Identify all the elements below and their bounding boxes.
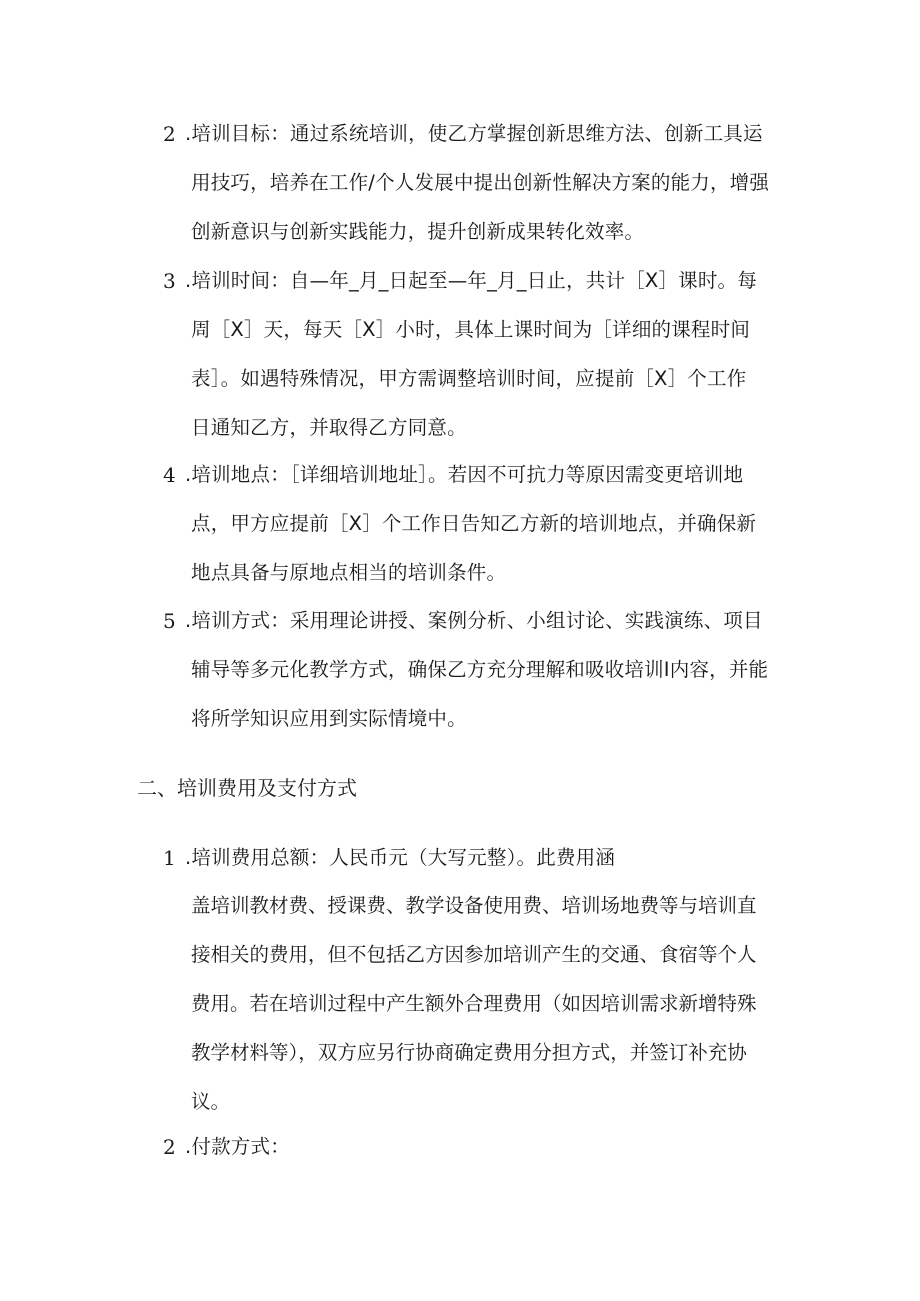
clause-line: 创新意识与创新实践能力，提升创新成果转化效率。 <box>191 220 645 243</box>
clause-line: .培训地点：［详细培训地址］。若因不可抗力等原因需变更培训地 <box>185 463 744 486</box>
clause-line: 接相关的费用，但不包括乙方因参加培训产生的交通、食宿等个人 <box>191 943 757 966</box>
section-title-fees: 二、培训费用及支付方式 <box>137 776 357 800</box>
clause-line: .培训时间：自—年_月_日起至—年_月_日止，共计［X］课时。每 <box>185 269 757 292</box>
clause-line: .培训费用总额：人民币元（大写元整）。此费用涵 <box>185 846 616 869</box>
clause-number: 4 <box>163 463 176 487</box>
clause-line: 盖培训教材费、授课费、教学设备使用费、培训场地费等与培训直 <box>191 894 757 917</box>
clause-line: 教学材料等），双方应另行协商确定费用分担方式，并签订补充协 <box>191 1041 747 1064</box>
clause-line: 辅导等多元化教学方式，确保乙方充分理解和吸收培训I内容，并能 <box>191 658 769 681</box>
clause-line: 表］。如遇特殊情况，甲方需调整培训时间，应提前［X］个工作 <box>191 367 747 390</box>
clause-line: 议。 <box>191 1090 231 1113</box>
clause-line: 费用。若在培训过程中产生额外合理费用（如因培训需求新增特殊 <box>191 992 757 1015</box>
clause-number: 1 <box>163 846 176 870</box>
clause-line: 周［X］天，每天［X］小时，具体上课时间为［详细的课程时间 <box>191 318 751 341</box>
clause-number: 2 <box>163 122 176 146</box>
clause-line: .培训目标：通过系统培训，使乙方掌握创新思维方法、创新工具运 <box>185 122 763 145</box>
clause-number: 2 <box>163 1135 176 1159</box>
clause-line: .培训方式：采用理论讲授、案例分析、小组讨论、实践演练、项目 <box>185 609 763 632</box>
clause-line: 用技巧，培养在工作/个人发展中提出创新性解决方案的能力，增强 <box>191 171 770 194</box>
clause-line: 点，甲方应提前［X］个工作日告知乙方新的培训地点，并确保新 <box>191 512 757 535</box>
clause-line: 将所学知识应用到实际情境中。 <box>191 707 467 730</box>
clause-number: 5 <box>163 609 176 633</box>
clause-number: 3 <box>163 269 176 293</box>
clause-line: 日通知乙方，并取得乙方同意。 <box>191 416 467 439</box>
clause-line: .付款方式： <box>185 1135 290 1158</box>
clause-line: 地点具备与原地点相当的培训条件。 <box>191 561 507 584</box>
